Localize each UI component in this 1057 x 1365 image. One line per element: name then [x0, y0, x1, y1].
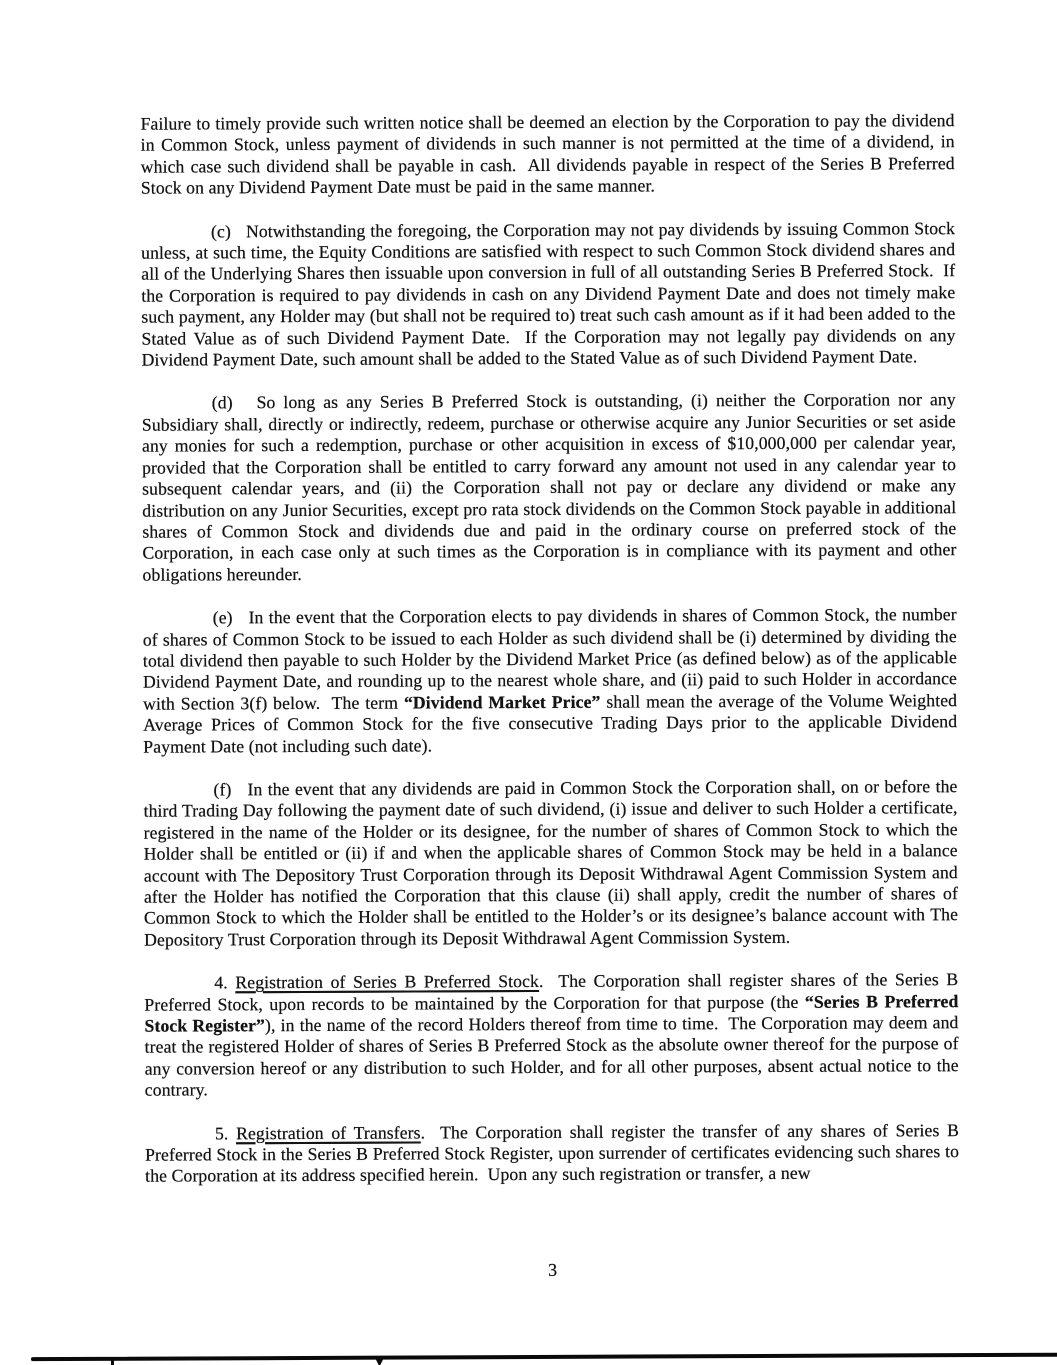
scan-artifact-line: [31, 1353, 1057, 1362]
scan-artifact-mark: [375, 1358, 384, 1365]
paragraph-c: (c) Notwithstanding the foregoing, the Corporation may not pay dividends by issuing Common Stock unless, at such time, the Equity Conditions are satisfied with respect to such Common Stock dividend shares and all of the Underlying Shares then issuable upon conversion in full of all outstanding Series B Preferred Stock. If the Corporation is required to pay dividends in cash on any Dividend Payment Date and does not timely make such payment, any Holder may (but shall not be required to) treat such cash amount as if it had been added to the Stated Value as of such Dividend Payment Date. If the Corporation may not legally pay dividends on any Dividend Payment Date, such amount shall be added to the Stated Value as of such Dividend Payment Date.: [141, 217, 956, 370]
section-5-paragraph: [145, 1120, 959, 1188]
page-number: 3: [548, 1259, 558, 1280]
paragraph-f: (f) In the event that any dividends are paid in Common Stock the Corporation shall, on or before the third Trading Day following the payment date of such dividend, (i) issue and deliver to such Holder a certificate, registered in the name of the Holder or its designee, for the number of shares of Common Stock to which the Holder shall be entitled or (ii) if and when the applicable shares of Common Stock may be held in a balance account with The Depository Trust Corporation through its Deposit Withdrawal Agent Commission System and after the Holder has notified the Corporation that this clause (ii) shall apply, credit the number of shares of Common Stock to which the Holder shall be entitled to the Holder’s or its designee’s balance account with The Depository Trust Corporation through its Deposit Withdrawal Agent Commission System.: [143, 776, 959, 950]
text-run: shall mean the average of the Volume Weighted Average Prices of Common Stock for the five consecutive Trading Days prior to the applicable Dividend Payment Date (not including such date).: [143, 689, 958, 757]
text-run: . The Corporation shall register shares of the Series B Preferred Stock, upon records to be maintained by the Corporation for that purpose (the: [144, 969, 959, 1015]
text-run: (e) In the event that the Corporation elects to pay dividends in shares of Common Stock, the number of shares of Common Stock to be issued to each Holder as such dividend shall be (i) determined by dividing the total dividend then payable to such Holder by the Dividend Market Price (as defined below) as of the applicable Dividend Payment Date, and rounding up to the nearest whole share, and (ii) paid to such Holder in accordance with Section 3(f) below. The term: [142, 604, 958, 714]
paragraph-continuation: Failure to timely provide such written notice shall be deemed an election by the Corporation to pay the dividend in Common Stock, unless payment of dividends in such manner is not permitted at the time of a dividend, in which case such dividend shall be payable in cash. All dividends payable in respect of the Series B Preferred Stock on any Dividend Payment Date must be paid in the same manner.: [140, 110, 955, 198]
scan-artifact-mark: [111, 1360, 114, 1365]
paragraph-d: (d) So long as any Series B Preferred Stock is outstanding, (i) neither the Corporation nor any Subsidiary shall, directly or indirectly, redeem, purchase or otherwise acquire any Junior Securities or set aside any monies for such a redemption, purchase or other acquisition in excess of $10,000,000 per calendar year, provided that the Corporation shall be entitled to carry forward any amount not used in any calendar year to subsequent calendar years, and (ii) the Corporation shall not pay or declare any dividend or make any distribution on any Junior Securities, except pro rata stock dividends on the Common Stock payable in additional shares of Common Stock and dividends due and paid in the ordinary course on preferred stock of the Corporation, in each case only at such times as the Corporation is in compliance with its payment and other obligations hereunder.: [141, 389, 957, 585]
defined-term-dividend-market-price: “Dividend Market Price”: [403, 691, 601, 713]
text-run: . The Corporation shall register the transfer of any shares of Series B Preferred Stock in the Series B Preferred Stock Register, upon surrender of certificates evidencing such shares to the Corporation at its address specified herein. Upon any such registration or transfer, a new: [145, 1119, 960, 1187]
section-5-heading: Registration of Transfers: [236, 1122, 421, 1143]
defined-term-series-b-preferred-stock-register: “Series B Preferred Stock Register”: [144, 990, 959, 1036]
paragraph-e: [143, 604, 958, 757]
section-4-paragraph: [144, 969, 959, 1101]
section-4-heading: Registration of Series B Preferred Stock: [235, 971, 540, 993]
text-block: [141, 110, 960, 1187]
section-5-number: 5.: [214, 1122, 237, 1144]
section-4-number: 4.: [214, 972, 236, 993]
text-run: ), in the name of the record Holders thereof from time to time. The Corporation may deem and treat the registered Holder of shares of Series B Preferred Stock as the absolute owner thereof for the purpose of any conversion hereof or any distribution to such Holder, and for all other purposes, absent actual notice to the contrary.: [144, 1012, 959, 1100]
